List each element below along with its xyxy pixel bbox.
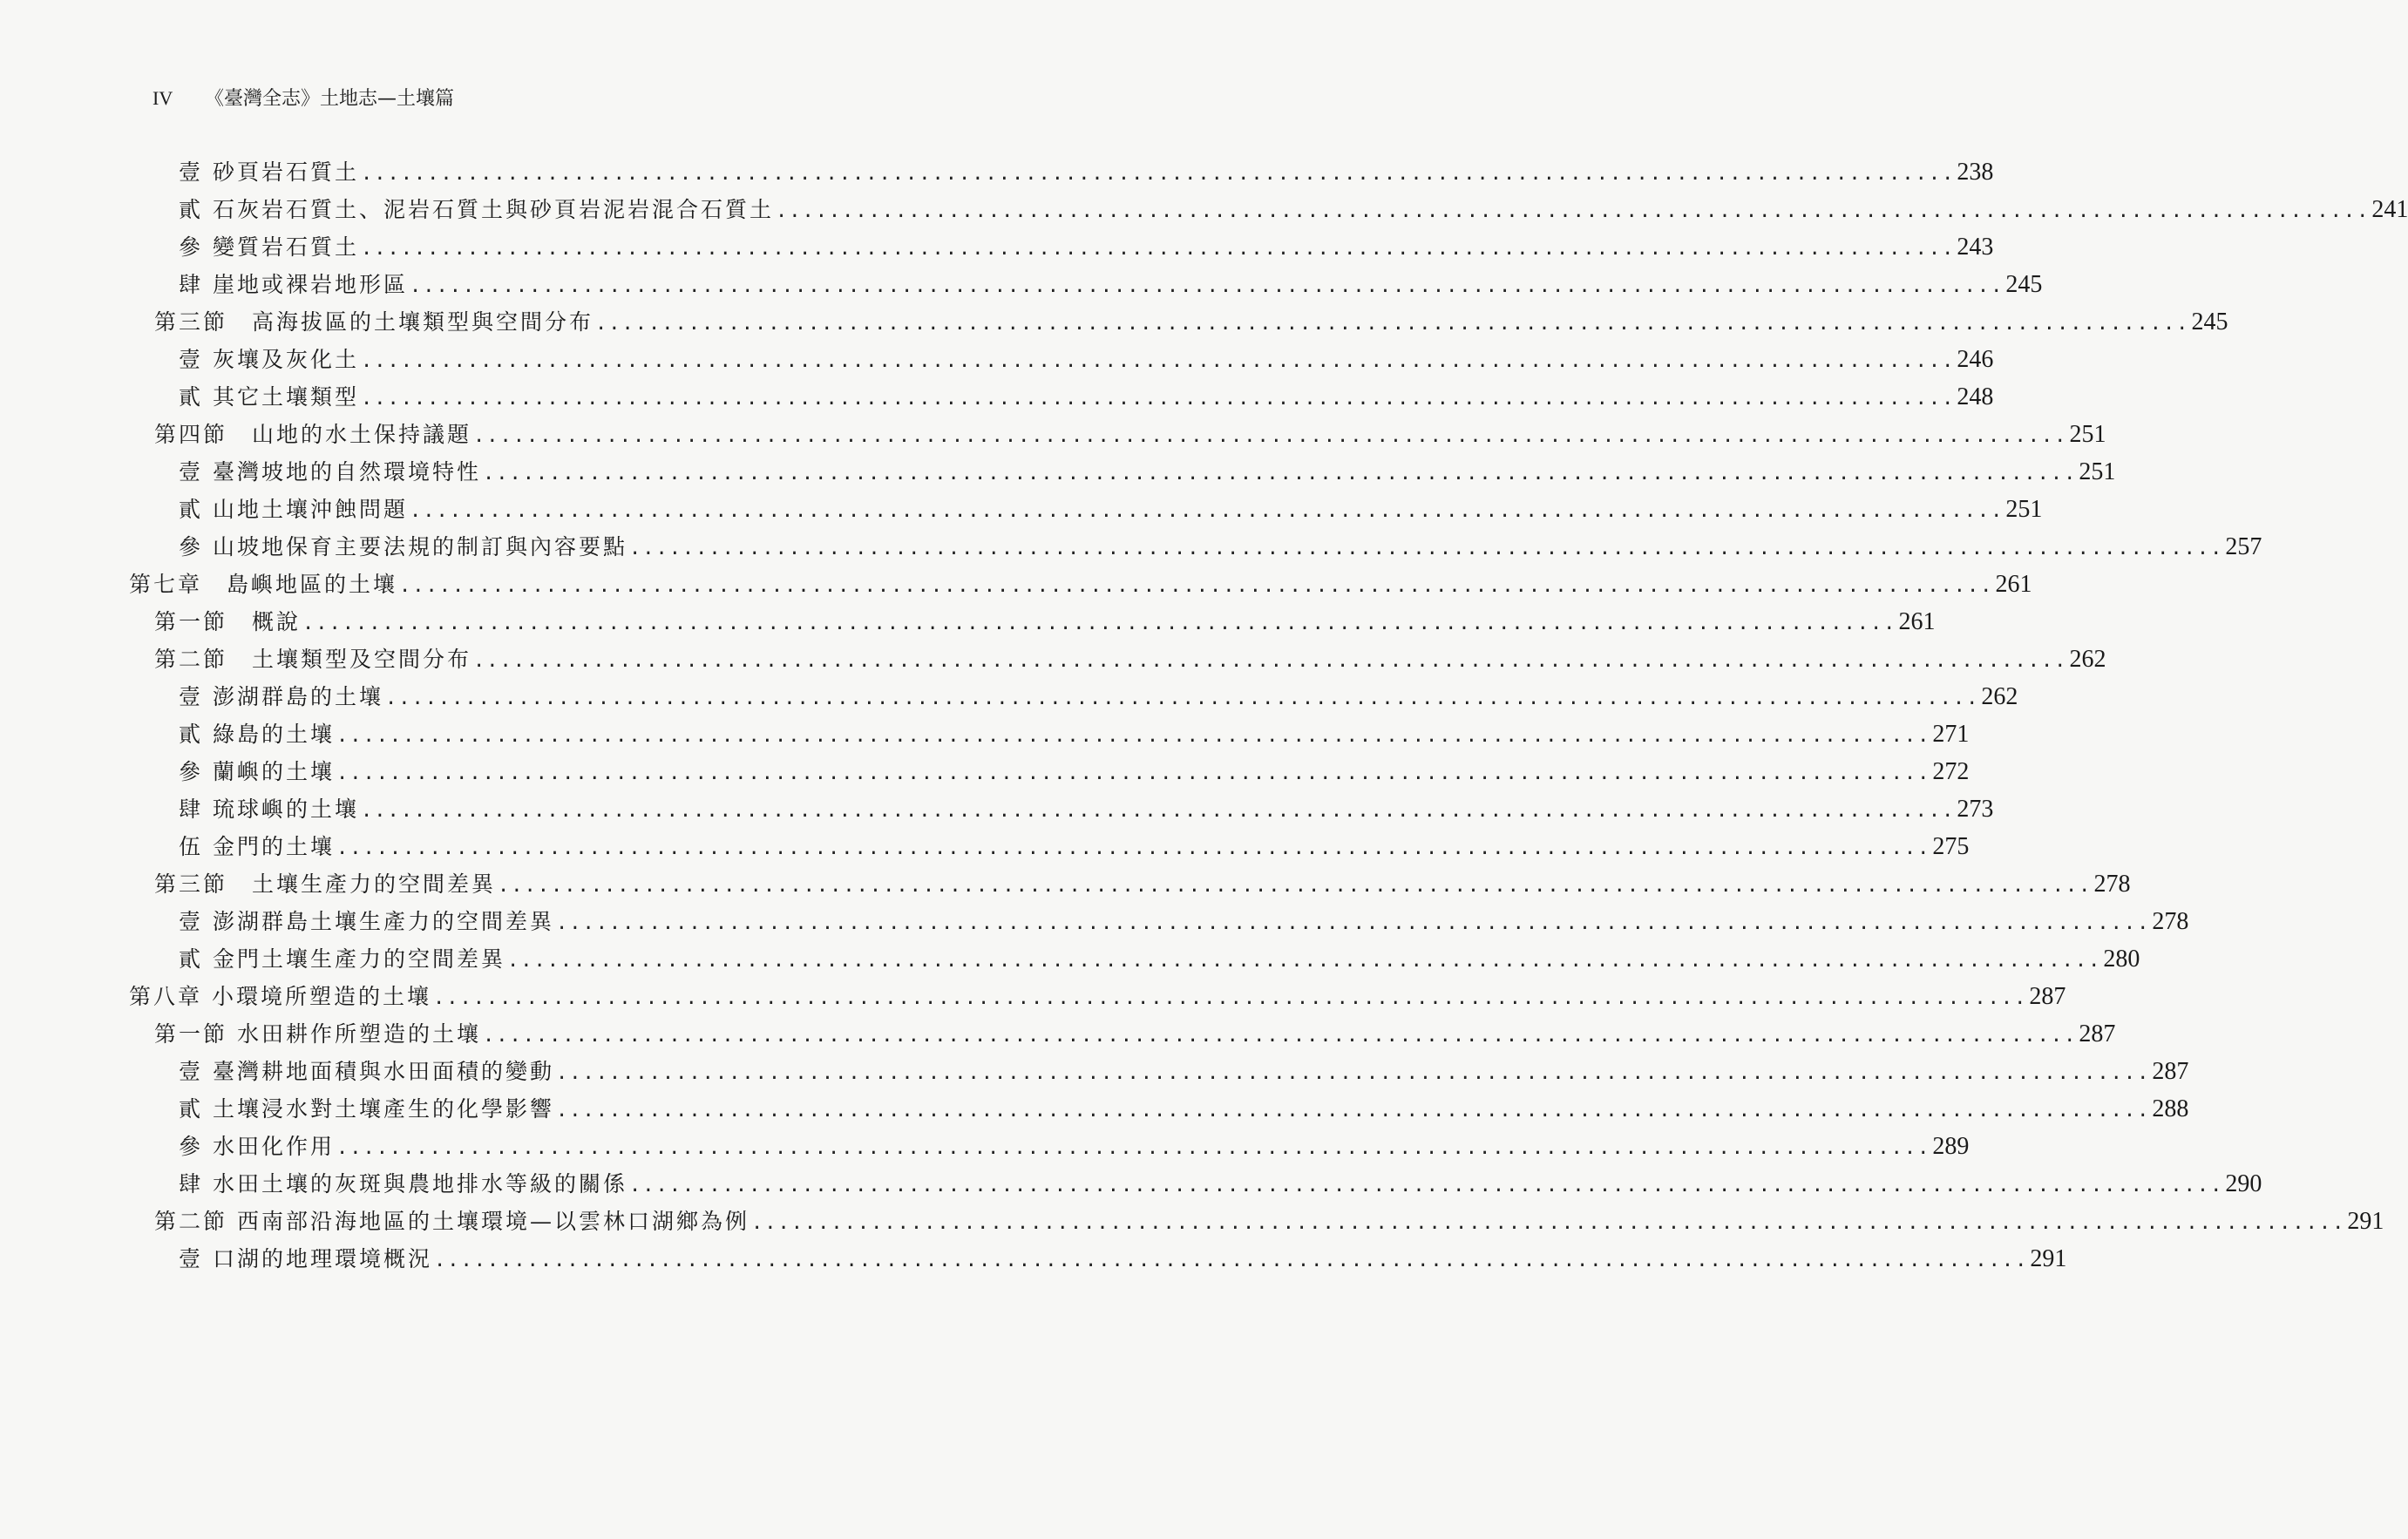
toc-page-number: 262	[2069, 646, 2106, 673]
toc-page-number: 262	[1981, 683, 2018, 710]
toc-page-number: 275	[1932, 833, 1970, 860]
toc-entry-label: 貳 其它土壤類型	[179, 384, 359, 410]
toc-leader-dots: ........................................................................................................................	[506, 950, 2102, 972]
toc-page-number: 238	[1957, 159, 1994, 186]
toc-entry	[154, 867, 2131, 902]
toc-entry	[179, 792, 1994, 827]
toc-entry	[179, 193, 2408, 227]
toc-entry	[179, 1167, 2262, 1202]
toc-entry	[154, 605, 1936, 640]
toc-leader-dots: ........................................................................................................................	[336, 725, 1931, 747]
toc-entry	[179, 492, 2043, 527]
toc-entry-label: 第三節 土壤生產力的空間差異	[154, 871, 497, 897]
toc-entry	[179, 680, 2018, 715]
toc-entry-label: 伍 金門的土壤	[179, 834, 335, 859]
toc-entry-label: 壹 灰壤及灰化土	[179, 347, 359, 372]
toc-entry-label: 肆 水田土壤的灰斑與農地排水等級的關係	[179, 1171, 627, 1197]
toc-entry-label: 肆 崖地或裸岩地形區	[179, 272, 408, 297]
page-number: IV	[153, 87, 173, 109]
toc-entry	[179, 717, 1970, 752]
toc-leader-dots: ........................................................................................................................	[628, 1175, 2224, 1197]
toc-entry	[154, 642, 2106, 677]
toc-page-number: 280	[2103, 946, 2140, 973]
toc-page-number: 241	[2371, 196, 2408, 223]
toc-page-number: 278	[2152, 908, 2189, 935]
toc-leader-dots: ........................................................................................................................	[750, 1212, 2346, 1234]
toc-entry	[179, 230, 1994, 265]
toc-page-number: 278	[2093, 871, 2131, 898]
toc-entry-label: 貳 土壤浸水對土壤產生的化學影響	[179, 1096, 554, 1122]
toc-leader-dots: ........................................................................................................................	[473, 650, 2068, 672]
toc-entry-label: 第一節 概說	[154, 609, 302, 634]
toc-page-number: 251	[2069, 421, 2106, 448]
toc-entry	[154, 305, 2228, 340]
toc-page-number: 273	[1957, 796, 1994, 823]
toc-entry	[179, 380, 1994, 415]
toc-leader-dots: ........................................................................................................................	[555, 1062, 2151, 1084]
toc-leader-dots: ........................................................................................................................	[409, 500, 2004, 522]
toc-entry	[154, 1204, 2384, 1239]
toc-entry-label: 壹 澎湖群島土壤生產力的空間差異	[179, 909, 554, 934]
toc-entry-label: 貳 金門土壤生產力的空間差異	[179, 946, 505, 972]
toc-leader-dots: ........................................................................................................................	[336, 1137, 1931, 1159]
toc-entry-label: 壹 口湖的地理環境概況	[179, 1246, 432, 1271]
toc-leader-dots: ........................................................................................................................	[360, 388, 1956, 410]
toc-entry-label: 肆 琉球嶼的土壤	[179, 797, 359, 822]
toc-entry-label: 第二節 西南部沿海地區的土壤環境—以雲林口湖鄉為例	[154, 1209, 750, 1234]
toc-leader-dots: ........................................................................................................................	[409, 275, 2004, 297]
toc-leader-dots: ........................................................................................................................	[302, 613, 1897, 634]
toc-leader-dots: ........................................................................................................................	[555, 912, 2151, 934]
toc-page-number: 245	[2191, 308, 2228, 336]
toc-page-number: 261	[1898, 608, 1936, 635]
toc-entry	[179, 1054, 2189, 1089]
toc-entry-label: 貳 石灰岩石質土、泥岩石質土與砂頁岩泥岩混合石質土	[179, 197, 774, 222]
toc-page-number: 287	[2152, 1058, 2189, 1085]
toc-entry	[179, 455, 2116, 490]
toc-page-number: 288	[2152, 1095, 2189, 1122]
toc-entry	[179, 1129, 1970, 1164]
toc-entry-label: 參 蘭嶼的土壤	[179, 759, 335, 784]
toc-entry-label: 壹 砂頁岩石質土	[179, 159, 359, 185]
toc-page-number: 245	[2005, 271, 2043, 298]
toc-page-number: 248	[1957, 383, 1994, 410]
toc-entry-label: 第二節 土壤類型及空間分布	[154, 647, 472, 672]
toc-entry-label: 貳 綠島的土壤	[179, 722, 335, 747]
toc-entry-label: 壹 臺灣坡地的自然環境特性	[179, 459, 481, 485]
toc-page-number: 287	[2029, 983, 2066, 1010]
toc-leader-dots: ........................................................................................................................	[628, 538, 2224, 559]
toc-page-number: 291	[2347, 1208, 2384, 1235]
toc-page-number: 257	[2225, 533, 2262, 560]
toc-page-number: 289	[1932, 1133, 1970, 1160]
toc-page-number: 251	[2005, 496, 2043, 523]
toc-entry	[129, 980, 2066, 1014]
toc-page-number: 272	[1932, 758, 1970, 785]
toc-page-number: 243	[1957, 234, 1994, 261]
toc-entry	[179, 155, 1994, 190]
toc-leader-dots: ........................................................................................................................	[360, 238, 1956, 260]
toc-leader-dots: ........................................................................................................................	[360, 800, 1956, 822]
toc-entry	[154, 1017, 2116, 1052]
toc-leader-dots: ........................................................................................................................	[432, 987, 2028, 1009]
toc-leader-dots: ........................................................................................................................	[433, 1250, 2029, 1271]
toc-leader-dots: ........................................................................................................................	[399, 575, 1994, 597]
toc-entry-label: 第四節 山地的水土保持議題	[154, 422, 472, 447]
toc-entry	[179, 905, 2189, 939]
book-title: 《臺灣全志》土地志—土壤篇	[205, 88, 455, 110]
toc-entry	[154, 417, 2106, 452]
toc-leader-dots: ........................................................................................................................	[482, 463, 2078, 485]
toc-page-number: 271	[1932, 721, 1970, 748]
toc-entry-label: 第三節 高海拔區的土壤類型與空間分布	[154, 309, 594, 335]
toc-page-number: 251	[2079, 458, 2116, 485]
toc-entry-label: 參 水田化作用	[179, 1134, 335, 1159]
toc-leader-dots: ........................................................................................................................	[498, 875, 2093, 897]
toc-leader-dots: ........................................................................................................................	[482, 1025, 2078, 1047]
toc-entry	[179, 530, 2262, 565]
toc-entry	[179, 755, 1970, 790]
toc-entry-label: 壹 臺灣耕地面積與水田面積的變動	[179, 1059, 554, 1084]
toc-leader-dots: ........................................................................................................................	[336, 837, 1931, 859]
toc-entry	[179, 268, 2043, 302]
toc-entry-label: 貳 山地土壤沖蝕問題	[179, 497, 408, 522]
toc-entry	[179, 1092, 2189, 1127]
toc-page-number: 287	[2079, 1020, 2116, 1047]
toc-entry	[179, 342, 1994, 377]
toc-leader-dots: ........................................................................................................................	[336, 763, 1931, 784]
toc-entry-label: 參 變質岩石質土	[179, 234, 359, 260]
toc-leader-dots: ........................................................................................................................	[595, 313, 2190, 335]
toc-page-number: 246	[1957, 346, 1994, 373]
toc-entry	[179, 1242, 2067, 1277]
toc-entry-label: 參 山坡地保育主要法規的制訂與內容要點	[179, 534, 627, 559]
toc-leader-dots: ........................................................................................................................	[360, 163, 1956, 185]
toc-leader-dots: ........................................................................................................................	[775, 200, 2371, 222]
toc-leader-dots: ........................................................................................................................	[555, 1100, 2151, 1122]
toc-entry	[179, 942, 2140, 977]
toc-page-number: 261	[1995, 571, 2032, 598]
toc-page-number: 291	[2030, 1245, 2067, 1272]
toc-leader-dots: ........................................................................................................................	[360, 350, 1956, 372]
running-header	[153, 84, 454, 111]
toc-page-number: 290	[2225, 1170, 2262, 1197]
toc-entry	[179, 830, 1970, 864]
toc-entry-label: 第七章 島嶼地區的土壤	[129, 572, 398, 597]
toc-leader-dots: ........................................................................................................................	[473, 425, 2068, 447]
toc-leader-dots: ........................................................................................................................	[384, 688, 1980, 709]
toc-entry-label: 第一節 水田耕作所塑造的土壤	[154, 1021, 481, 1047]
toc-entry-label: 第八章 小環境所塑造的土壤	[129, 984, 431, 1009]
toc-entry	[129, 567, 2032, 602]
toc-entry-label: 壹 澎湖群島的土壤	[179, 684, 383, 709]
